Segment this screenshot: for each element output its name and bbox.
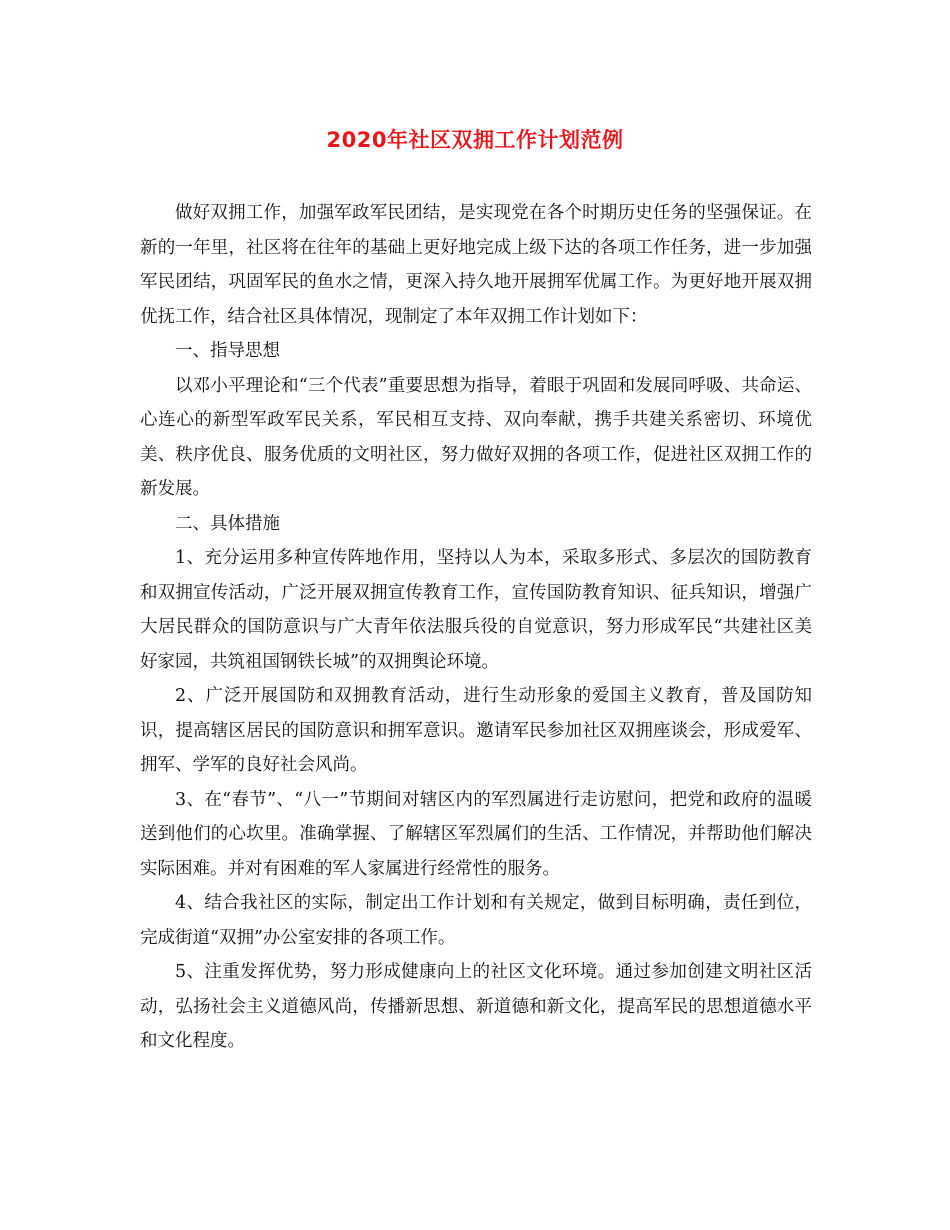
measure-item-5: 5、注重发挥优势，努力形成健康向上的社区文化环境。通过参加创建文明社区活动，弘扬社会主义道德风尚，传播新思想、新道德和新文化，提高军民的思想道德水平和文化程度。 [140,962,812,1051]
document-body [140,196,812,1059]
section-heading-specific-measures: 二、具体措施 [175,513,280,534]
guiding-ideology-paragraph: 以邓小平理论和“三个代表”重要思想为指导，着眼于巩固和发展同呼吸、共命运、心连心的新型军政军民关系，军民相互支持、双向奉献，携手共建关系密切、环境优美、秩序优良、服务优质的文明社区，努力做好双拥的各项工作，促进社区双拥工作的新发展。 [140,375,812,499]
measure-item-4: 4、结合我社区的实际，制定出工作计划和有关规定，做到目标明确，责任到位，完成街道“双拥”办公室安排的各项工作。 [140,893,812,948]
measure-item-1: 1、充分运用多种宣传阵地作用，坚持以人为本，采取多形式、多层次的国防教育和双拥宣传活动，广泛开展双拥宣传教育工作，宣传国防教育知识、征兵知识，增强广大居民群众的国防意识与广大青年依法服兵役的自觉意识，努力形成军民“共建社区美好家园，共筑祖国钢铁长城”的双拥舆论环境。 [140,548,812,672]
document-title: 2020年社区双拥工作计划范例 [326,128,624,152]
intro-paragraph: 做好双拥工作，加强军政军民团结，是实现党在各个时期历史任务的坚强保证。在新的一年里，社区将在往年的基础上更好地完成上级下达的各项工作任务，进一步加强军民团结，巩固军民的鱼水之情，更深入持久地开展拥军优属工作。为更好地开展双拥优抚工作，结合社区具体情况，现制定了本年双拥工作计划如下： [140,203,812,327]
measure-item-2: 2、广泛开展国防和双拥教育活动，进行生动形象的爱国主义教育，普及国防知识，提高辖区居民的国防意识和拥军意识。邀请军民参加社区双拥座谈会，形成爱军、拥军、学军的良好社会风尚。 [140,686,812,775]
measure-item-3: 3、在“春节”、“八一”节期间对辖区内的军烈属进行走访慰问，把党和政府的温暖送到他们的心坎里。准确掌握、了解辖区军烈属们的生活、工作情况，并帮助他们解决实际困难。并对有困难的军人家属进行经常性的服务。 [140,789,812,879]
section-heading-guiding-ideology: 一、指导思想 [175,341,280,361]
